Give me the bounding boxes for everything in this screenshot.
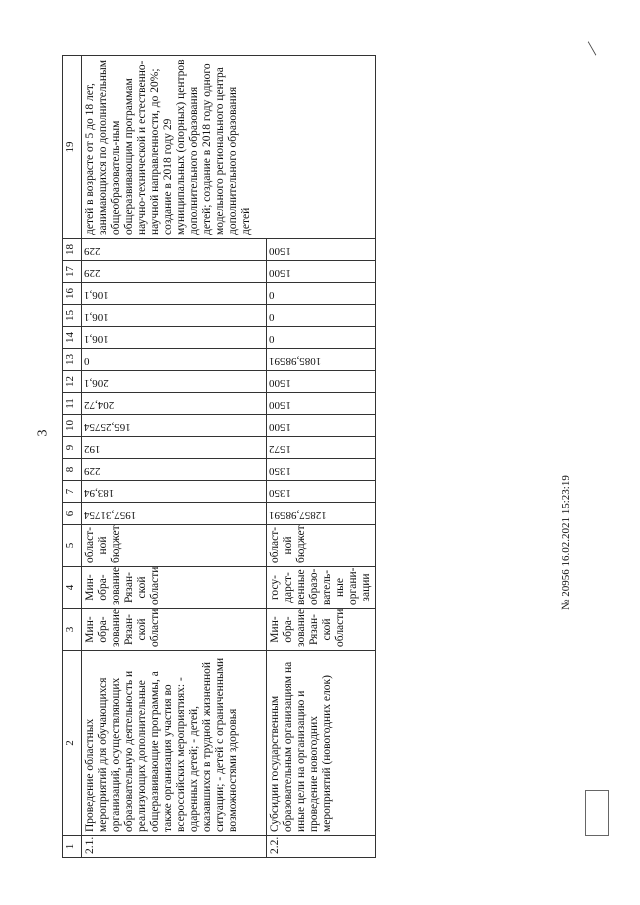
value-text: 106,1: [84, 311, 109, 323]
value-text: 1500: [269, 245, 291, 257]
value-text: 106,1: [84, 289, 109, 301]
col-header: 16: [63, 283, 82, 305]
event-description: Проведение областных мероприятий для обучающихся организаций, осуществляющих образовательную деятельность и реализующих дополнительные общеразвивающие программы, а также организация участия во всероссийских мероприятиях: - одаренных детей; - детей, оказавшихся в трудной жизненной ситуации; - детей с ограниченными возможностями здоровья: [82, 651, 267, 836]
executor: Мин-обра-зование Рязан-ской области: [82, 567, 267, 609]
value-text: 1500: [269, 399, 291, 411]
value-text: 183,94: [84, 487, 115, 499]
col-header: 7: [63, 481, 82, 503]
value-cell: [267, 393, 376, 415]
value-cell: [267, 371, 376, 393]
header-row: [63, 56, 82, 858]
funding-source: област-ной бюджет: [82, 525, 267, 567]
col-header: 9: [63, 437, 82, 459]
value-text: 1350: [269, 465, 291, 477]
table-row: [82, 56, 267, 858]
value-cell: [82, 305, 267, 327]
col-header: 12: [63, 371, 82, 393]
col-header: 2: [63, 651, 82, 836]
value-cell: [267, 503, 376, 525]
executor: госу-дарст-венные образо-ватель-ные органи-зации: [267, 567, 376, 609]
value-text: 106,1: [84, 333, 109, 345]
value-text: 1500: [269, 267, 291, 279]
value-text: 1957,31754: [84, 509, 137, 521]
value-cell: [82, 459, 267, 481]
value-text: 0: [269, 311, 275, 323]
col-header: 8: [63, 459, 82, 481]
value-text: 229: [84, 245, 101, 257]
value-text: 1350: [269, 487, 291, 499]
funding-source: област-ной бюджет: [267, 525, 376, 567]
coordinator: Мин-обра-зование Рязан-ской области: [82, 609, 267, 651]
program-table: [62, 55, 376, 858]
value-cell: [82, 481, 267, 503]
col-header: 15: [63, 305, 82, 327]
value-text: 0: [84, 355, 90, 367]
coordinator: Мин-обра-зование Рязан-ской области: [267, 609, 376, 651]
value-text: 12857,98591: [269, 509, 327, 521]
value-cell: [82, 283, 267, 305]
event-description: Субсидии государственным образовательным организациям на иные цели на организацию и проведение новогодних мероприятий (новогодних елок): [267, 651, 376, 836]
result-description: детей в возрасте от 5 до 18 лет, занимающихся по дополнительным общеобразователь-ным общеразвивающим программам научно-технической и естественно-научной направленности, до 20%; создание в 2018 году 29 муниципальных (опорных) центров дополнительного образования детей; создание в 2018 году одного модельного регионального центра дополнительного образования детей: [82, 56, 376, 239]
scan-mark: ⟋: [583, 40, 604, 57]
row-number: 2.1.: [82, 836, 267, 858]
col-header: 6: [63, 503, 82, 525]
row-number: 2.2.: [267, 836, 376, 858]
col-header: 14: [63, 327, 82, 349]
stamp-mark: [585, 790, 609, 836]
value-text: 229: [84, 267, 101, 279]
value-cell: [82, 371, 267, 393]
col-header: 11: [63, 393, 82, 415]
value-text: 1085,98591: [269, 355, 322, 367]
col-header: 3: [63, 609, 82, 651]
value-cell: [82, 327, 267, 349]
value-cell: [82, 437, 267, 459]
rotated-table-container: [62, 58, 372, 858]
col-header: 4: [63, 567, 82, 609]
col-header: 19: [63, 56, 82, 239]
value-cell: [82, 415, 267, 437]
col-header: 13: [63, 349, 82, 371]
col-header: 10: [63, 415, 82, 437]
value-cell: [267, 305, 376, 327]
value-text: 206,1: [84, 377, 109, 389]
value-cell: [82, 393, 267, 415]
table-wrapper: [62, 58, 372, 858]
value-text: 1500: [269, 421, 291, 433]
value-cell: [267, 459, 376, 481]
value-text: 0: [269, 333, 275, 345]
value-cell: [267, 239, 376, 261]
value-cell: [82, 503, 267, 525]
value-text: 192: [84, 443, 101, 455]
registration-stamp-text: № 20956 16.02.2021 15:23:19: [560, 475, 572, 610]
value-text: 1572: [269, 443, 291, 455]
value-text: 165,25754: [84, 421, 131, 433]
page-number: 3: [35, 429, 51, 437]
value-cell: [82, 261, 267, 283]
col-header: 5: [63, 525, 82, 567]
col-header: 18: [63, 239, 82, 261]
value-cell: [267, 349, 376, 371]
value-text: 204,72: [84, 399, 115, 411]
value-cell: [267, 327, 376, 349]
col-header: 1: [63, 836, 82, 858]
value-text: 229: [84, 465, 101, 477]
col-header: 17: [63, 261, 82, 283]
value-cell: [267, 283, 376, 305]
value-cell: [267, 415, 376, 437]
value-text: 1500: [269, 377, 291, 389]
value-cell: [267, 261, 376, 283]
value-text: 0: [269, 289, 275, 301]
value-cell: [267, 437, 376, 459]
value-cell: [82, 239, 267, 261]
value-cell: [267, 481, 376, 503]
value-cell: [82, 349, 267, 371]
